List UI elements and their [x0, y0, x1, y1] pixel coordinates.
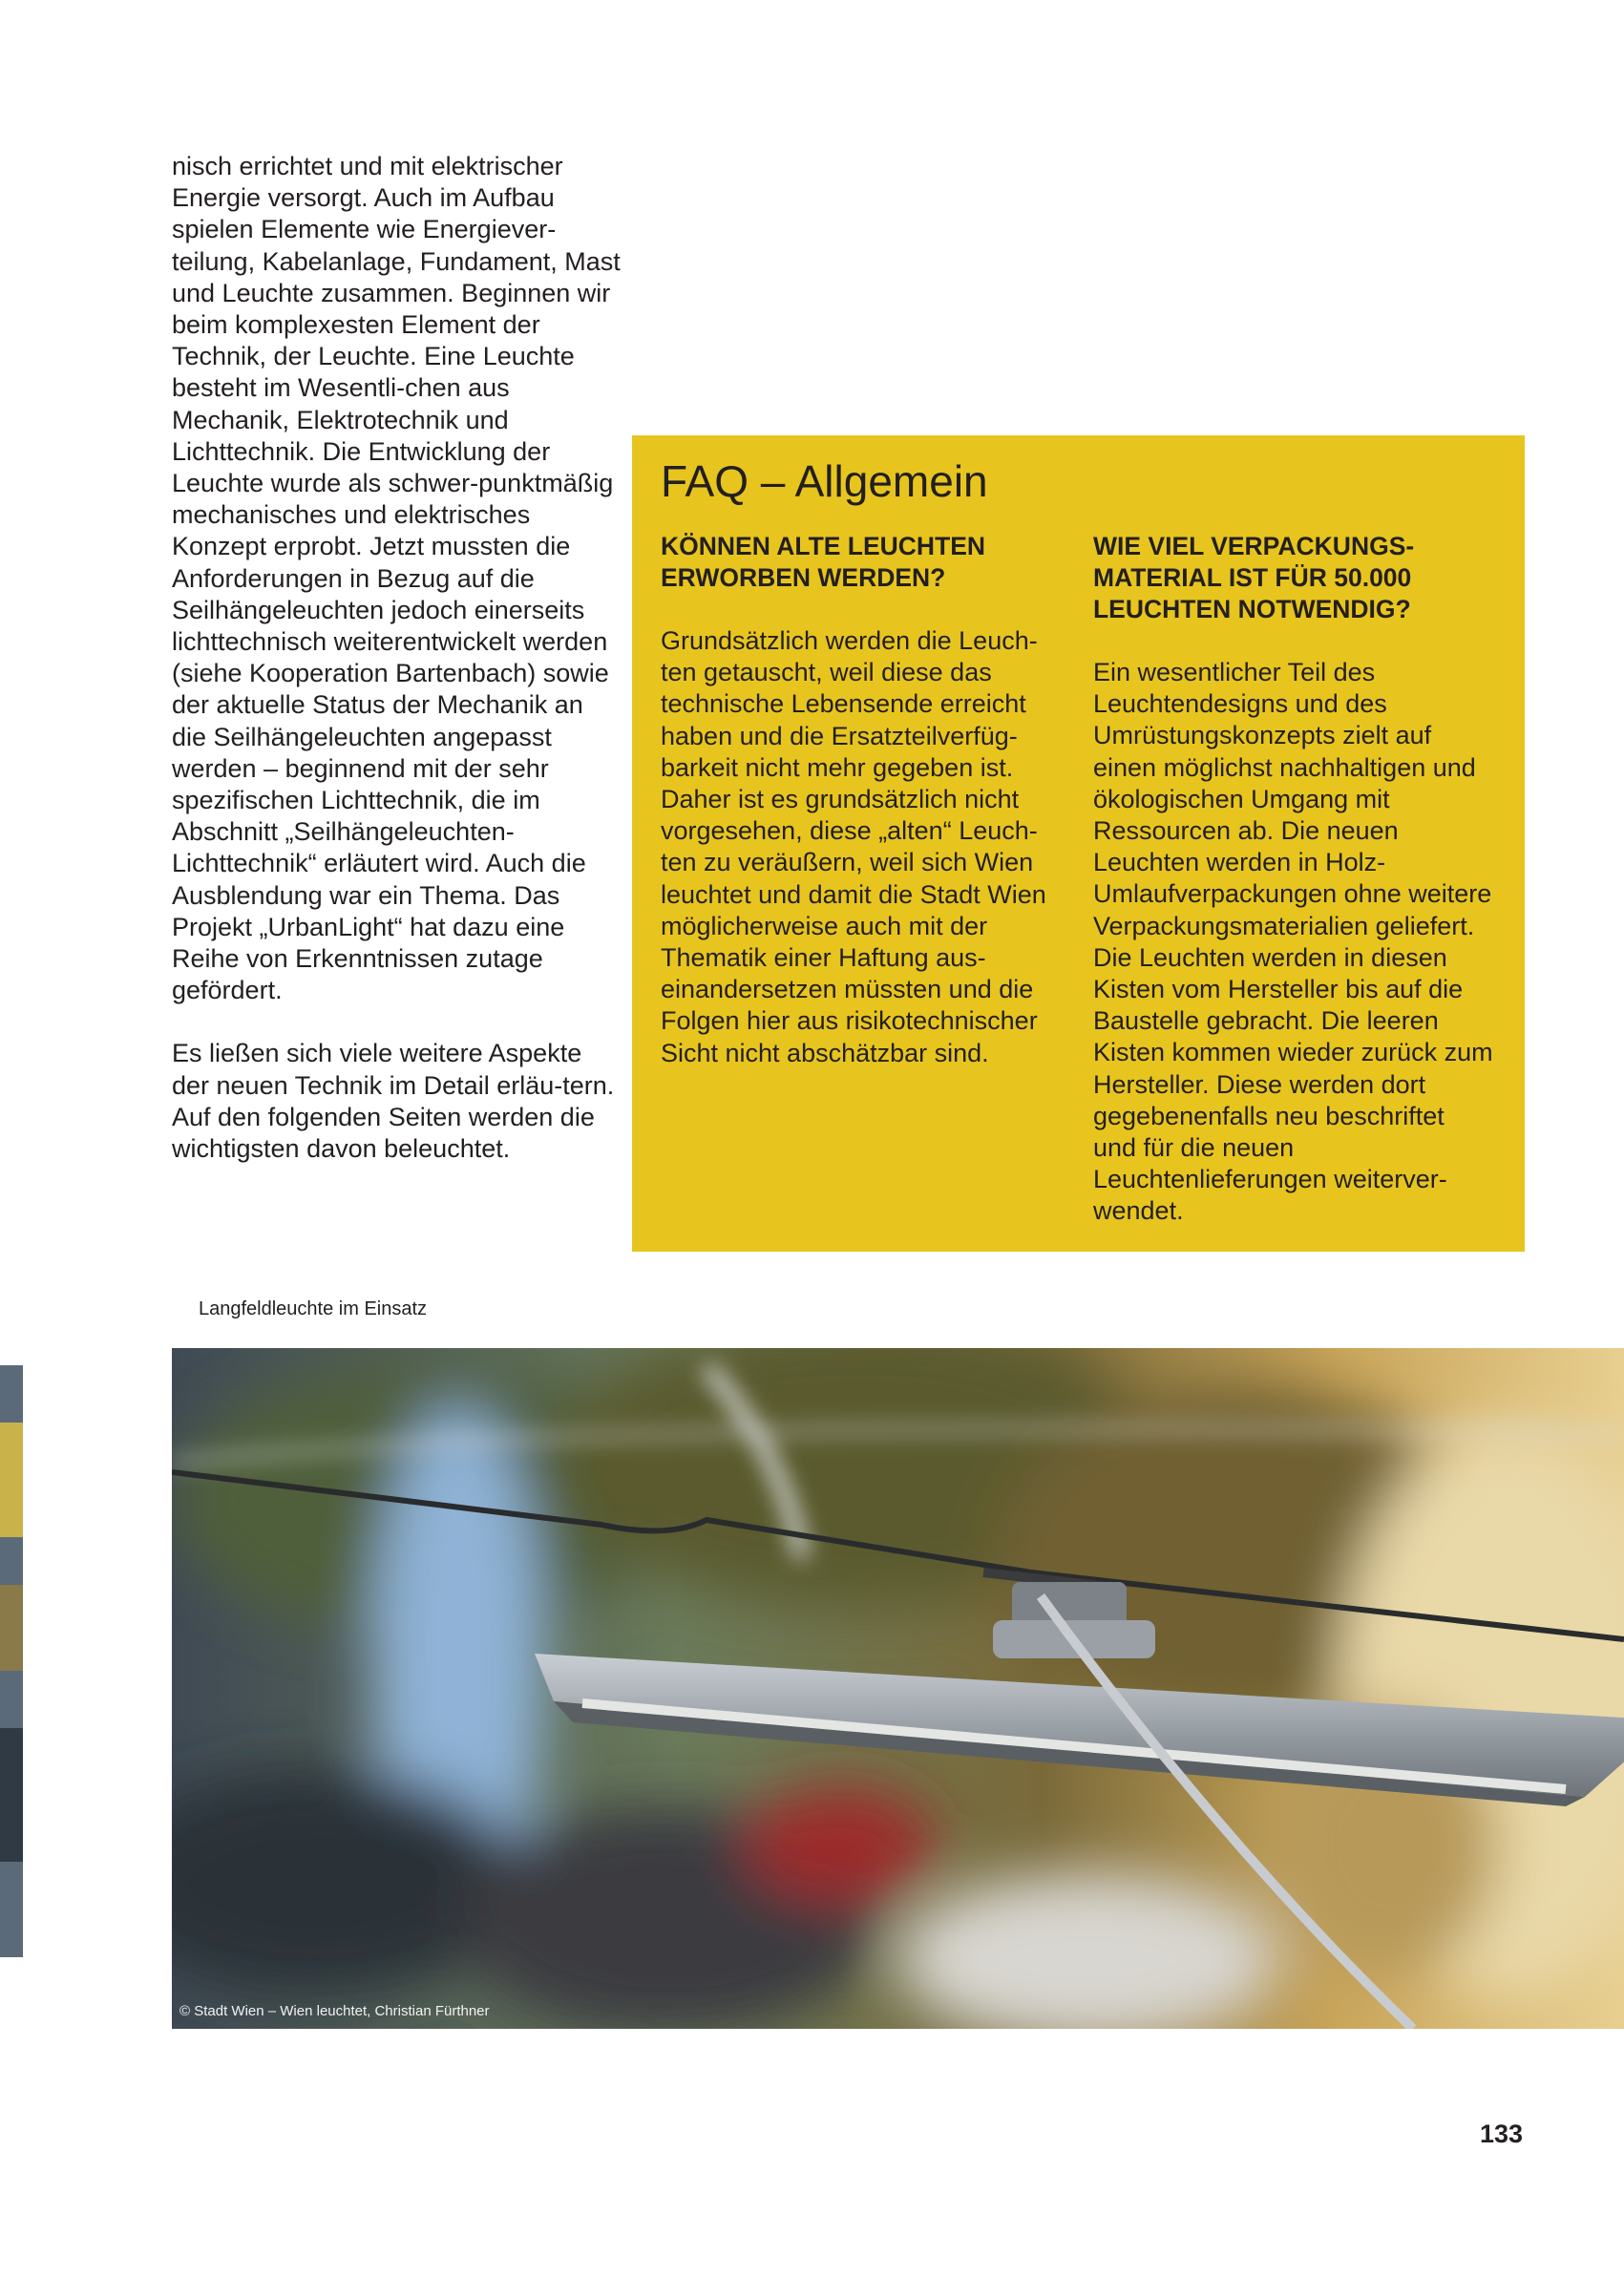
faq-question: WIE VIEL VERPACKUNGS-MATERIAL IST FÜR 50.000 LEUCHTEN NOTWENDIG? — [1093, 532, 1415, 623]
body-paragraph-1: nisch errichtet und mit elektrischer Energie versorgt. Auch im Aufbau spielen Elemente wie Energiever-teilung, Kabelanlage, Fundament, Mast und Leuchte zusammen. Beginnen wir beim komplexesten Element der Technik, der Leuchte. Eine Leuchte besteht im Wesentli-chen aus Mechanik, Elektrotechnik und Lichttechnik. Die Entwicklung der Leuchte wurde als schwer-punktmäßig mechanisches und elektrisches Konzept erprobt. Jetzt mussten die Anforderungen in Bezug auf die Seilhängeleuchten jedoch einerseits lichttechnisch weiterentwickelt werden (siehe Kooperation Bartenbach) sowie der aktuelle Status der Mechanik an die Seilhängeleuchten angepasst werden – beginnend mit der sehr spezifischen Lichttechnik, die im Abschnitt „Seilhängeleuchten-Lichttechnik“ erläutert wird. Auch die Ausblendung war ein Thema. Das Projekt „UrbanLight“ hat dazu eine Reihe von Erkenntnissen zutage gefördert. — [172, 152, 621, 1005]
main-text-column — [172, 151, 621, 1196]
adjacent-page-photo-edge — [0, 1365, 23, 1957]
figure-caption: Langfeldleuchte im Einsatz — [199, 1298, 428, 1319]
faq-title: FAQ – Allgemein — [661, 456, 988, 506]
faq-item — [1093, 531, 1494, 1228]
body-paragraph-2: Es ließen sich viele weitere Aspekte der neuen Technik im Detail erläu-tern. Auf den folgenden Seiten werden die wichtigsten davon beleuchtet. — [172, 1039, 615, 1164]
faq-answer: Grundsätzlich werden die Leuch-ten getauscht, weil diese das technische Lebensende erreicht haben und die Ersatzteilverfüg-barkeit nicht mehr gegeben ist. Daher ist es grundsätzlich nicht vorgesehen, diese „alten“ Leuch-ten zu veräußern, weil sich Wien leuchtet und damit die Stadt Wien möglicherweise auch mit der Thematik einer Haftung aus-einandersetzen müssten und die Folgen hier aus risikotechnischer Sicht nicht abschätzbar sind. — [661, 626, 1046, 1067]
page-number: 133 — [1480, 2120, 1524, 2148]
street-lamp-photo — [172, 1348, 1624, 2029]
photo-credit: © Stadt Wien – Wien leuchtet, Christian Fürthner — [179, 2003, 490, 2019]
faq-question: KÖNNEN ALTE LEUCHTEN ERWORBEN WERDEN? — [661, 532, 986, 592]
faq-item — [661, 531, 1062, 1069]
faq-box — [632, 435, 1525, 1252]
faq-answer: Ein wesentlicher Teil des Leuchtendesigns und des Umrüstungskonzepts zielt auf einen möglichst nachhaltigen und ökologischen Umgang mit Ressourcen ab. Die neuen Leuchten werden in Holz-Umlaufverpackungen ohne weitere Verpackungsmaterialien geliefert. Die Leuchten werden in diesen Kisten vom Hersteller bis auf die Baustelle gebracht. Die leeren Kisten kommen wieder zurück zum Hersteller. Diese werden dort gegebenenfalls neu beschriftet und für die neuen Leuchtenlieferungen weiterver-wendet. — [1093, 658, 1493, 1226]
